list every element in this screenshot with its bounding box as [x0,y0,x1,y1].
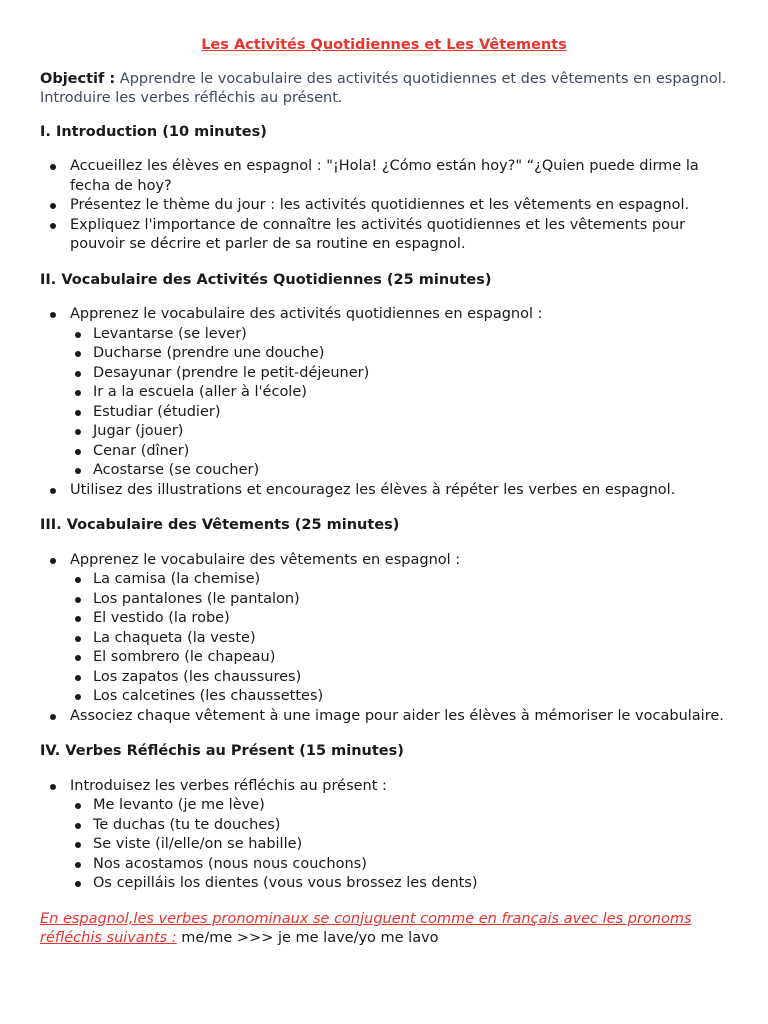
bullet-icon [75,577,81,583]
sub-list-item-text: Los calcetines (les chaussettes) [93,688,324,704]
sub-list-item-text: Cenar (dîner) [93,442,190,459]
bullet-icon [50,203,56,209]
list-item [40,305,728,481]
lesson-sections [40,123,728,894]
list-item-text: Accueillez les élèves en espagnol : "¡Hola! ¿Cómo están hoy?" “¿Quien puede dirme la fecha de hoy? [70,158,699,194]
bullet-icon [50,223,56,229]
sub-list-item-text: Ducharse (prendre une douche) [93,345,325,361]
list-item [40,777,728,894]
sub-list-item-text: Te duchas (tu te douches) [93,816,281,833]
section-heading: II. Vocabulaire des Activités Quotidiennes (25 minutes) [40,271,492,288]
bullet-icon [50,714,56,720]
bullet-icon [50,164,56,170]
sub-list-item [70,325,728,345]
list-item [40,216,728,255]
list-item-text: Apprenez le vocabulaire des activités quotidiennes en espagnol : [70,306,543,322]
list-item-text: Présentez le thème du jour : les activités quotidiennes et les vêtements en espagnol. [70,197,690,213]
conjugation-note [40,910,728,949]
sub-list-item-text: Os cepilláis los dientes (vous vous brossez les dents) [93,875,478,891]
section-heading: I. Introduction (10 minutes) [40,123,267,140]
objective-paragraph [40,70,728,109]
conjugation-note-emphasis: En espagnol,les verbes pronominaux se conjuguent comme en français avec les pronoms réfléchis suivants : [40,910,692,946]
section-heading: IV. Verbes Réfléchis au Présent (15 minutes) [40,743,404,759]
section-list [40,305,728,500]
objective-label: Objectif : [40,70,116,87]
bullet-icon [75,332,81,338]
bullet-icon [50,784,56,790]
sub-list-item-text: Ir a la escuela (aller à l'école) [93,384,307,400]
bullet-icon [75,410,81,416]
sub-list-item-text: La camisa (la chemise) [93,571,261,587]
sub-list-item [70,403,728,423]
sub-list-item-text: Los pantalones (le pantalon) [93,590,300,607]
conjugation-note-example: me/me >>> je me lave/yo me lavo [176,930,439,946]
objective-text: Apprendre le vocabulaire des activités quotidiennes et des vêtements en espagnol. Introduire les verbes réfléchis au présent. [40,70,727,106]
sub-list-item-text: Nos acostamos (nous nous couchons) [93,855,367,872]
list-item-text: Introduisez les verbes réfléchis au présent : [70,777,387,794]
sub-list-item [70,570,728,590]
sub-list-item [70,461,728,481]
sub-list-item [70,874,728,894]
sub-list [70,325,728,481]
section-list [40,157,728,255]
sub-list-item-text: Desayunar (prendre le petit-déjeuner) [93,364,370,381]
bullet-icon [75,468,81,474]
section-list [40,551,728,727]
list-item-text: Associez chaque vêtement à une image pour aider les élèves à mémoriser le vocabulaire. [70,707,724,724]
sub-list-item-text: El vestido (la robe) [93,610,230,626]
list-item [40,481,728,501]
bullet-icon [75,655,81,661]
sub-list-item [70,442,728,462]
bullet-icon [75,351,81,357]
bullet-icon [75,429,81,435]
list-item [40,157,728,196]
list-item-text: Expliquez l'importance de connaître les activités quotidiennes et les vêtements pour pouvoir se décrire et parler de sa routine en espagnol. [70,216,686,252]
bullet-icon [75,803,81,809]
sub-list-item-text: Me levanto (je me lève) [93,797,265,813]
sub-list-item [70,668,728,688]
bullet-icon [75,862,81,868]
sub-list-item [70,855,728,875]
sub-list [70,796,728,894]
bullet-icon [75,390,81,396]
bullet-icon [75,881,81,887]
sub-list-item [70,590,728,610]
section-list [40,777,728,894]
sub-list-item [70,344,728,364]
bullet-icon [75,823,81,829]
sub-list-item [70,687,728,707]
list-item-text: Utilisez des illustrations et encouragez les élèves à répéter les verbes en espagnol. [70,481,676,498]
bullet-icon [75,636,81,642]
sub-list-item-text: Estudiar (étudier) [93,403,221,420]
sub-list-item-text: Los zapatos (les chaussures) [93,668,302,685]
sub-list-item-text: Acostarse (se coucher) [93,462,260,478]
sub-list-item [70,816,728,836]
sub-list-item [70,383,728,403]
list-item [40,551,728,707]
sub-list-item-text: El sombrero (le chapeau) [93,649,276,665]
bullet-icon [75,616,81,622]
sub-list [70,570,728,707]
document-title: Les Activités Quotidiennes et Les Vêtements [201,37,567,53]
bullet-icon [50,558,56,564]
sub-list-item [70,609,728,629]
bullet-icon [75,694,81,700]
bullet-icon [75,842,81,848]
sub-list-item [70,796,728,816]
list-item-text: Apprenez le vocabulaire des vêtements en espagnol : [70,551,461,568]
list-item [40,196,728,216]
sub-list-item-text: Se viste (il/elle/on se habille) [93,836,303,852]
bullet-icon [50,312,56,318]
bullet-icon [50,488,56,494]
sub-list-item [70,629,728,649]
section-heading: III. Vocabulaire des Vêtements (25 minutes) [40,517,400,533]
sub-list-item [70,364,728,384]
sub-list-item-text: Jugar (jouer) [93,423,184,439]
bullet-icon [75,371,81,377]
bullet-icon [75,449,81,455]
sub-list-item-text: Levantarse (se lever) [93,325,247,342]
sub-list-item [70,422,728,442]
bullet-icon [75,675,81,681]
sub-list-item [70,835,728,855]
list-item [40,707,728,727]
sub-list-item [70,648,728,668]
sub-list-item-text: La chaqueta (la veste) [93,629,256,646]
bullet-icon [75,597,81,603]
